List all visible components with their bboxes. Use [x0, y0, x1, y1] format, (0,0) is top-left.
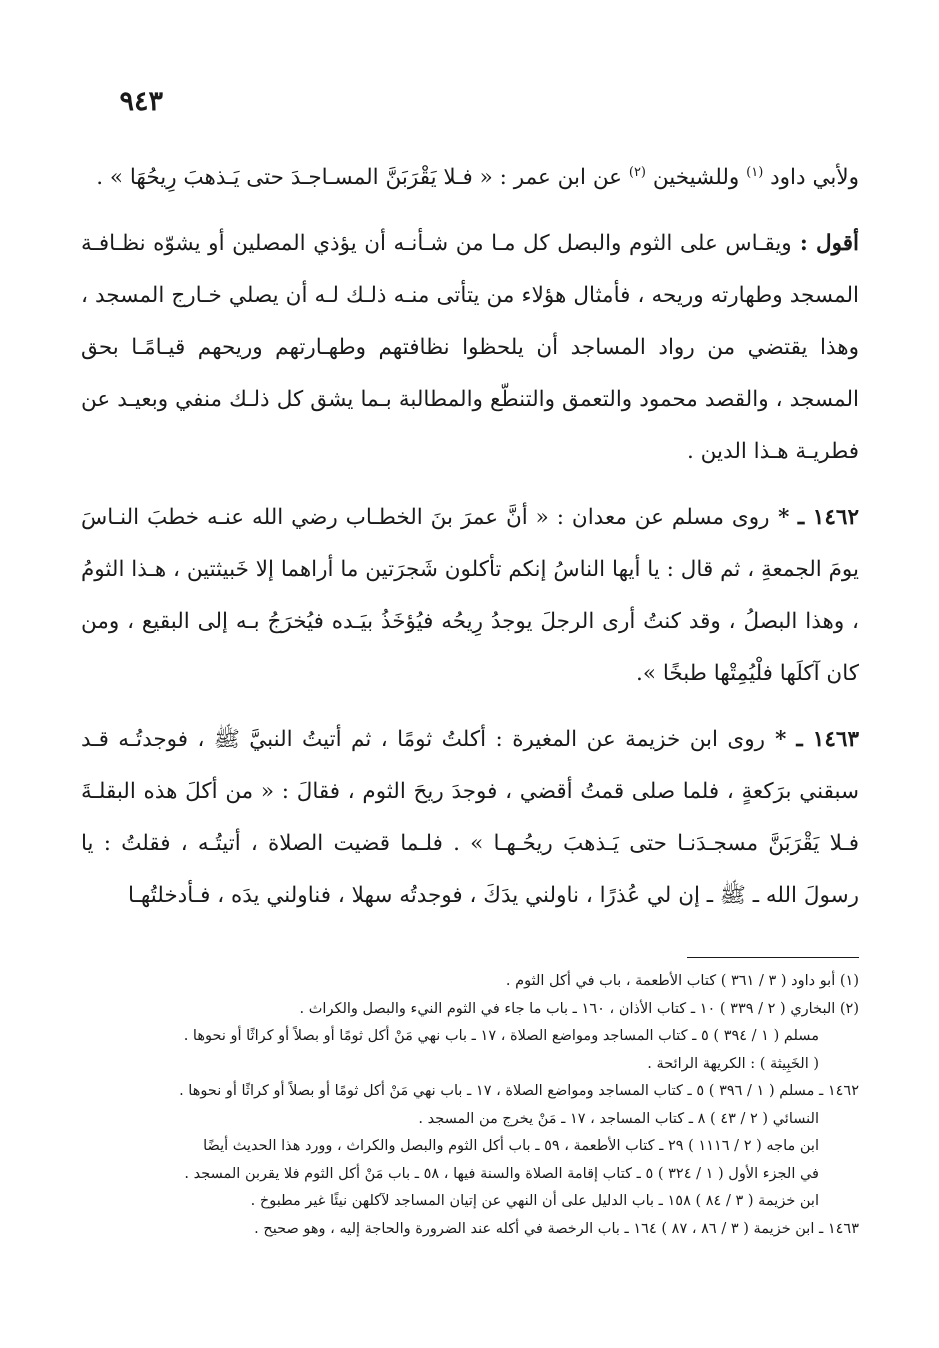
footnote-line: (١) أبو داود ( ٣ / ٣٦١ ) كتاب الأطعمة ، باب في أكل الثوم . — [505, 973, 859, 989]
footnotes — [81, 968, 859, 1243]
main-text — [81, 152, 859, 922]
footnote-line: ١٤٦٢ ـ مسلم ( ١ / ٣٩٦ ) ٥ ـ كتاب المساجد ومواضع الصلاة ، ١٧ ـ باب نهي مَنْ أكل ثومًا أو بصلاً أو كراثًا أو نحوها . — [179, 1083, 859, 1099]
footnote-ref-1: (١) — [746, 164, 764, 180]
paragraph-commentary — [81, 218, 859, 478]
paragraph-hadith-1463 — [81, 714, 859, 922]
text-run: وللشيخين — [646, 165, 747, 190]
footnote-line: (٢) البخاري ( ٢ / ٣٣٩ ) ١٠ ـ كتاب الأذان ، ١٦٠ ـ باب ما جاء في الثوم النيء والبصل والكراث . — [299, 1000, 859, 1017]
hadith-number: ١٤٦٢ ـ * — [769, 505, 859, 530]
commentary-lead: أقول : — [791, 231, 859, 256]
footnote-line: ١٤٦٣ ـ ابن خزيمة ( ٣ / ٨٦ ، ٨٧ ) ١٦٤ ـ باب الرخصة في أكله عند الضرورة والحاجة إليه ، وهو صحيح . — [254, 1220, 859, 1237]
text-run: عن ابن عمر : « فـلا يَقْرَبَنَّ المسـاجـدَ حتى يَـذهبَ رِيحُهَا » . — [96, 165, 629, 190]
footnote-separator — [687, 957, 859, 958]
paragraph-hadith-ibn-umar — [81, 152, 859, 204]
paragraph-hadith-1462 — [81, 492, 859, 700]
hadith-number: ١٤٦٣ ـ * — [765, 727, 859, 752]
footnote-line: ( الخَبِيثة ) : الكريهة الرائحة . — [647, 1055, 819, 1072]
text-run: روى ابن خزيمة عن المغيرة : أكلتُ ثومًا ، ثم أتيتُ النبيَّ ﷺ ، فوجدتُـه قـد سبقني برَكعةٍ ، فلما صلى قمتُ أقضي ، فوجدَ ريحَ الثوم ، فقالَ : « من أكلَ هذه البقلـةَ فـلا يَقْرَبَنَّ مسجـدَنـا حتى يَـذهبَ ريحُـهـا » . فلـما قضيت الصلاة ، أتيتُـه ، فقلتُ : يا رسولَ الله ـ ﷺ ـ إن لي عُذرًا ، ناولني يدَكَ ، فوجدتُه سهلا ، فناولني يدَه ، فـأدخلتُهـا — [81, 727, 859, 908]
footnote-line: ابن ماجه ( ٢ / ١١١٦ ) ٢٩ ـ كتاب الأطعمة ، ٥٩ ـ باب أكل الثوم والبصل والكراث ، وورد هذا الحديث أيضًا — [203, 1138, 819, 1154]
footnote-line: مسلم ( ١ / ٣٩٤ ) ٥ ـ كتاب المساجد ومواضع الصلاة ، ١٧ ـ باب نهي مَنْ أكل ثومًا أو بصلاً أو كراثًا أو نحوها . — [183, 1028, 819, 1044]
text-run: روى مسلم عن معدان : « أنَّ عمرَ بنَ الخطـاب رضي الله عنـه خطبَ النـاسَ يومَ الجمعةِ ، ثم قال : يا أيها الناسُ إنكم تأكلون شَجرَتين ما أراهما إلا خَبيثتين ، هـذا الثومُ ، وهذا البصلُ ، وقد كنتُ أرى الرجلَ يوجدُ رِيحُه فيُؤخَذُ بيَـده فيُخرَجُ بـه إلى البقيع ، ومن كان آكلَها فلْيُمِتْها طبخًا ». — [81, 505, 859, 686]
footnote-line: النسائي ( ٢ / ٤٣ ) ٨ ـ كتاب المساجد ، ١٧ ـ مَنْ يخرج من المسجد . — [418, 1110, 819, 1127]
text-run: ويقـاس على الثوم والبصل كل مـا من شـأنـه أن يؤذي المصلين أو يشوّه نظـافـة المسجد وطهارته وريحه ، فأمثال هؤلاء من يتأتى منـه ذلـك لـه أن يصلي خـارج المسجد ، وهذا يقتضي من رواد المساجد أن يلحظوا نظافتهم وطهـارتهم وريحهم قيـامًـا بحق المسجد ، والقصد محمود والتعمق والتنطّع والمطالبة بـما يشق كل ذلـك منفي وبعيـد عن فطريـة هـذا الدين . — [81, 231, 859, 464]
page-number: ٩٤٣ — [119, 86, 163, 117]
text-run: ولأبي داود — [763, 165, 859, 190]
footnote-line: في الجزء الأول ( ١ / ٣٢٤ ) ٥ ـ كتاب إقامة الصلاة والسنة فيها ، ٥٨ ـ باب مَنْ أكل الثوم فلا يقربن المسجد . — [184, 1165, 819, 1182]
footnote-line: ابن خزيمة ( ٣ / ٨٤ ) ١٥٨ ـ باب الدليل على أن النهي عن إتيان المساجد لآكلهن نيئًا غير مطبوخ . — [250, 1193, 819, 1209]
footnote-ref-2: (٢) — [628, 164, 646, 180]
